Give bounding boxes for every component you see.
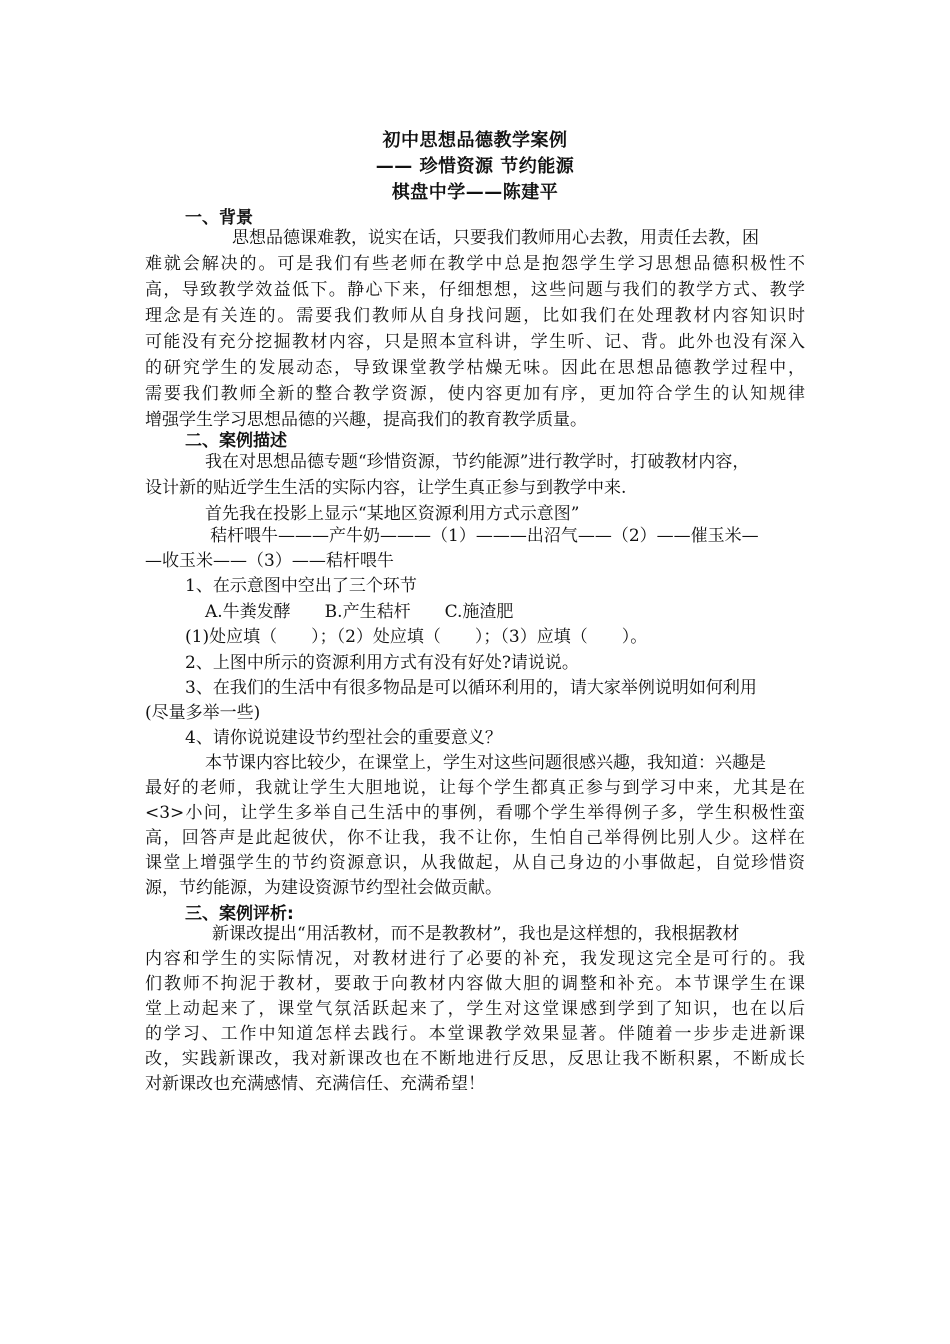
paragraph-line: 课堂上增强学生的节约资源意识，从我做起，从自己身边的小事做起，自觉珍惜资 xyxy=(145,853,805,873)
paragraph-line: 我在对思想品德专题“珍惜资源，节约能源”进行教学时，打破教材内容， xyxy=(205,452,750,472)
paragraph-line: 高，回答声是此起彼伏，你不让我，我不让你，生怕自己举得例比别人少。这样在 xyxy=(145,828,805,848)
paragraph-line: 设计新的贴近学生生活的实际内容，让学生真正参与到教学中来. xyxy=(145,478,627,498)
paragraph-line: 首先我在投影上显示“某地区资源利用方式示意图” xyxy=(205,504,580,524)
document-subtitle: —— 珍惜资源 节约能源 xyxy=(375,156,575,177)
paragraph-line: <3>小问，让学生多举自己生活中的事例，看哪个学生举得例子多，学生积极性蛮 xyxy=(145,803,805,823)
paragraph-line: 改，实践新课改，我对新课改也在不断地进行反思，反思让我不断积累，不断成长 xyxy=(145,1049,805,1069)
section-heading-evaluation: 三、案例评析: xyxy=(185,904,294,924)
paragraph-line: 增强学生学习思想品德的兴趣，提高我们的教育教学质量。 xyxy=(145,410,587,430)
question-line: 1、在示意图中空出了三个环节 xyxy=(185,576,417,596)
options-line: A.牛粪发酵 B.产生秸杆 C.施渣肥 xyxy=(205,602,514,622)
paragraph-line: 本节课内容比较少，在课堂上，学生对这些问题很感兴趣，我知道：兴趣是 xyxy=(205,753,766,773)
section-heading-background: 一、背景 xyxy=(185,208,253,228)
section-heading-description: 二、案例描述 xyxy=(185,431,287,451)
question-line: 2、上图中所示的资源利用方式有没有好处?请说说。 xyxy=(185,653,579,673)
document-title: 初中思想品德教学案例 xyxy=(382,130,568,151)
paragraph-line: 的学习、工作中知道怎样去践行。本堂课教学效果显著。伴随着一步步走进新课 xyxy=(145,1024,805,1044)
question-line: 4、请你说说建设节约型社会的重要意义？ xyxy=(185,728,502,748)
paragraph-line: 们教师不拘泥于教材，要敢于向教材内容做大胆的调整和补充。本节课学生在课 xyxy=(145,974,805,994)
paragraph-line: 难就会解决的。可是我们有些老师在教学中总是抱怨学生学习思想品德积极性不 xyxy=(145,254,805,274)
paragraph-line: 堂上动起来了，课堂气氛活跃起来了，学生对这堂课感到学到了知识，也在以后 xyxy=(145,999,805,1019)
paragraph-line: 的研究学生的发展动态，导致课堂教学枯燥无味。因此在思想品德教学过程中， xyxy=(145,358,805,378)
paragraph-line: 内容和学生的实际情况，对教材进行了必要的补充，我发现这完全是可行的。我 xyxy=(145,949,805,969)
document-author: 棋盘中学——陈建平 xyxy=(391,182,559,203)
paragraph-line: 理念是有关连的。需要我们教师从自身找问题，比如我们在处理教材内容知识时 xyxy=(145,306,805,326)
paragraph-line: 对新课改也充满感情、充满信任、充满希望！ xyxy=(145,1074,485,1094)
question-line: (尽量多举一些) xyxy=(145,703,261,723)
paragraph-line: 新课改提出“用活教材，而不是教教材”，我也是这样想的，我根据教材 xyxy=(212,924,740,944)
paragraph-line: 思想品德课难教，说实在话，只要我们教师用心去教，用责任去教，困 xyxy=(232,228,759,248)
paragraph-line: 可能没有充分挖掘教材内容，只是照本宣科讲，学生听、记、背。此外也没有深入 xyxy=(145,332,805,352)
diagram-line: 秸杆喂牛———产牛奶———（1）———出沼气——（2）——催玉米— xyxy=(210,526,759,546)
answer-blanks-line: (1)处应填（ ）；（2）处应填（ ）；（3）应填（ ）。 xyxy=(185,627,648,647)
diagram-line: —收玉米——（3）——秸杆喂牛 xyxy=(145,551,394,571)
question-line: 3、在我们的生活中有很多物品是可以循环利用的，请大家举例说明如何利用 xyxy=(185,678,757,698)
paragraph-line: 源，节约能源，为建设资源节约型社会做贡献。 xyxy=(145,878,502,898)
paragraph-line: 最好的老师，我就让学生大胆地说，让每个学生都真正参与到学习中来，尤其是在 xyxy=(145,778,805,798)
paragraph-line: 需要我们教师全新的整合教学资源，使内容更加有序，更加符合学生的认知规律 xyxy=(145,384,805,404)
paragraph-line: 高，导致教学效益低下。静心下来，仔细想想，这些问题与我们的教学方式、教学 xyxy=(145,280,805,300)
